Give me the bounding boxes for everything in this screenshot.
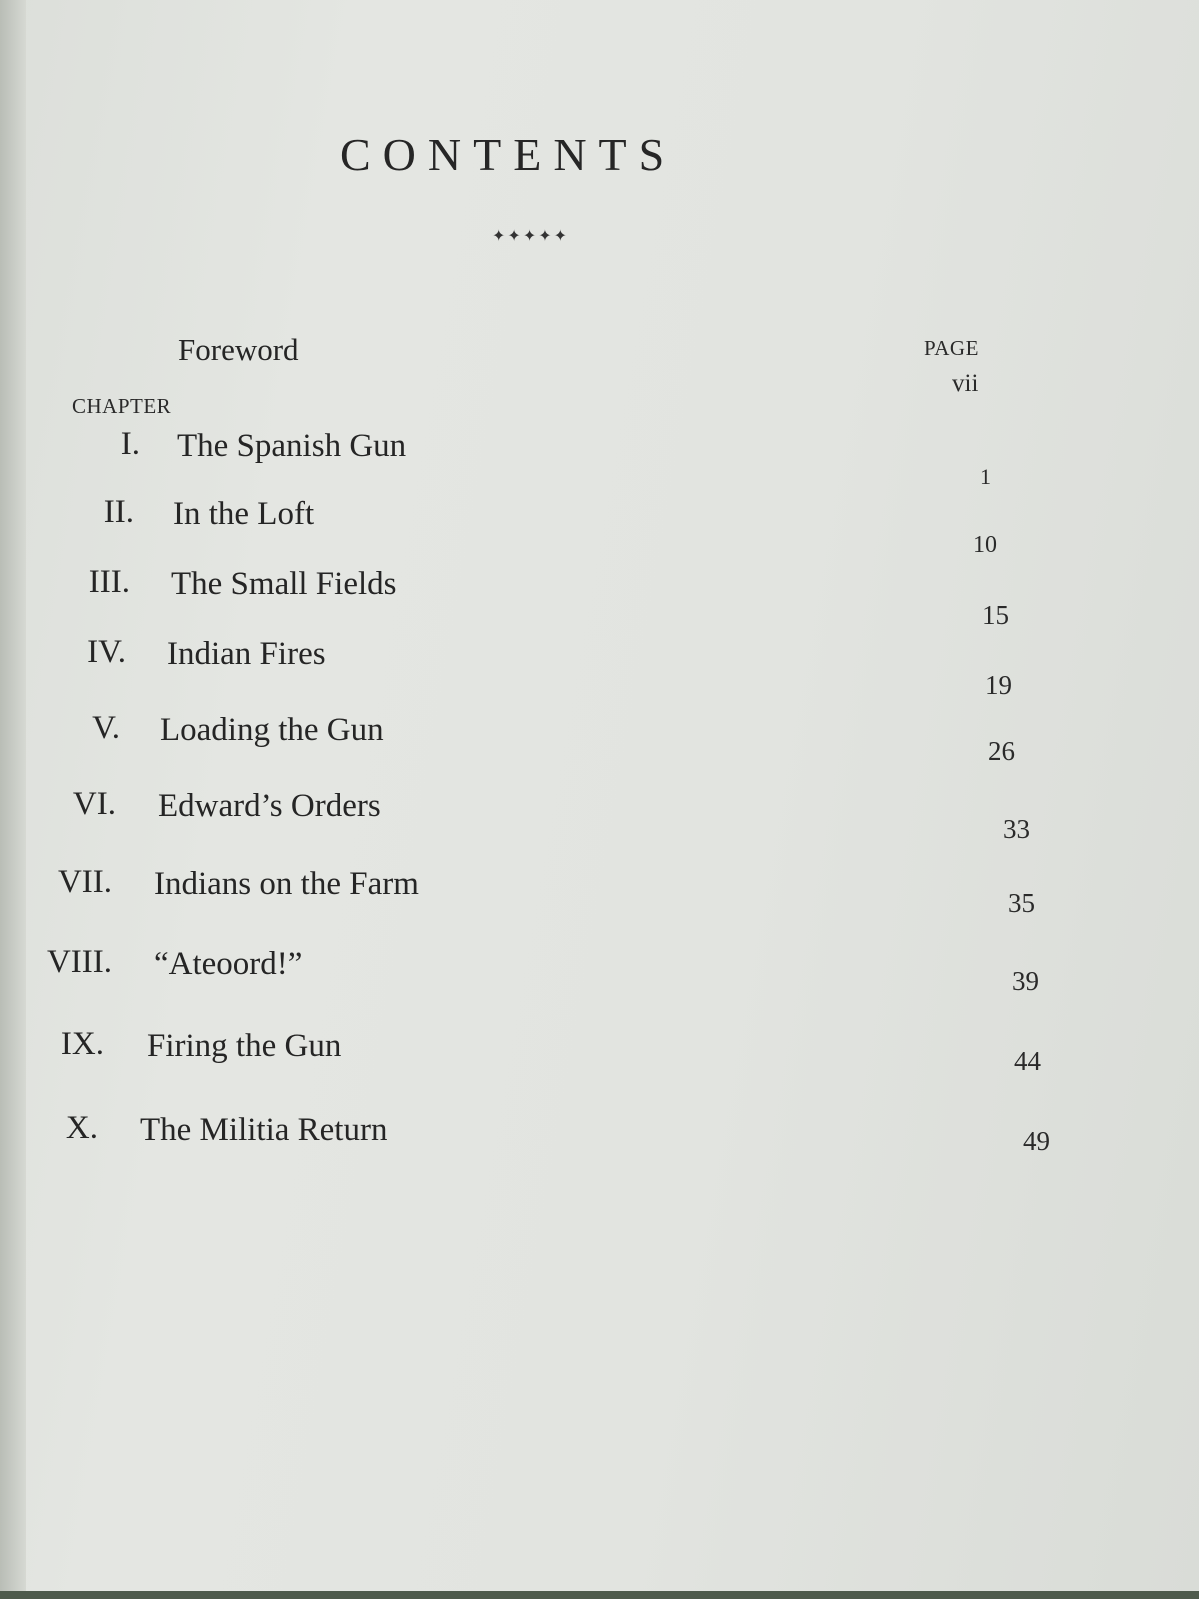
chapter-number: I. [120,426,140,462]
chapter-number: X. [65,1110,98,1146]
chapter-number: IX. [60,1026,104,1062]
chapter-page: 35 [1008,888,1035,918]
chapter-title: Firing the Gun [147,1028,342,1064]
foreword-label: Foreword [178,332,299,367]
chapter-page: 15 [982,600,1009,630]
chapter-number: IV. [87,634,126,670]
chapter-title: Indians on the Farm [154,866,419,902]
chapter-page: 33 [1003,814,1030,844]
foreword-page: vii [952,370,979,397]
chapter-page: 39 [1012,966,1039,996]
chapter-page: 10 [973,532,997,558]
chapter-title: Edward’s Orders [158,788,381,824]
chapter-number: III. [88,564,130,600]
chapter-page: 26 [988,736,1015,766]
chapter-title: “Ateoord!” [154,946,303,982]
chapter-title: In the Loft [173,496,315,532]
chapter-page: 1 [980,464,991,489]
chapter-title: The Small Fields [171,566,397,602]
chapter-number: V. [92,710,120,746]
chapter-page: 44 [1014,1046,1041,1076]
ornament-divider: ✦✦✦✦✦ [492,228,570,245]
chapter-page: 49 [1023,1126,1050,1156]
chapter-number: VIII. [46,944,112,980]
page-title: CONTENTS [340,129,677,180]
chapter-title: Indian Fires [167,636,326,672]
page-column-label: PAGE [924,336,979,360]
chapter-column-label: CHAPTER [72,394,172,418]
chapter-title: The Militia Return [140,1112,388,1148]
chapter-title: The Spanish Gun [177,428,407,464]
chapter-title: Loading the Gun [160,712,384,748]
chapter-page: 19 [985,670,1012,700]
chapter-number: VI. [72,786,116,822]
chapter-number: VII. [57,864,112,900]
page-bottom-edge [0,1591,1199,1599]
chapter-number: II. [103,494,134,530]
